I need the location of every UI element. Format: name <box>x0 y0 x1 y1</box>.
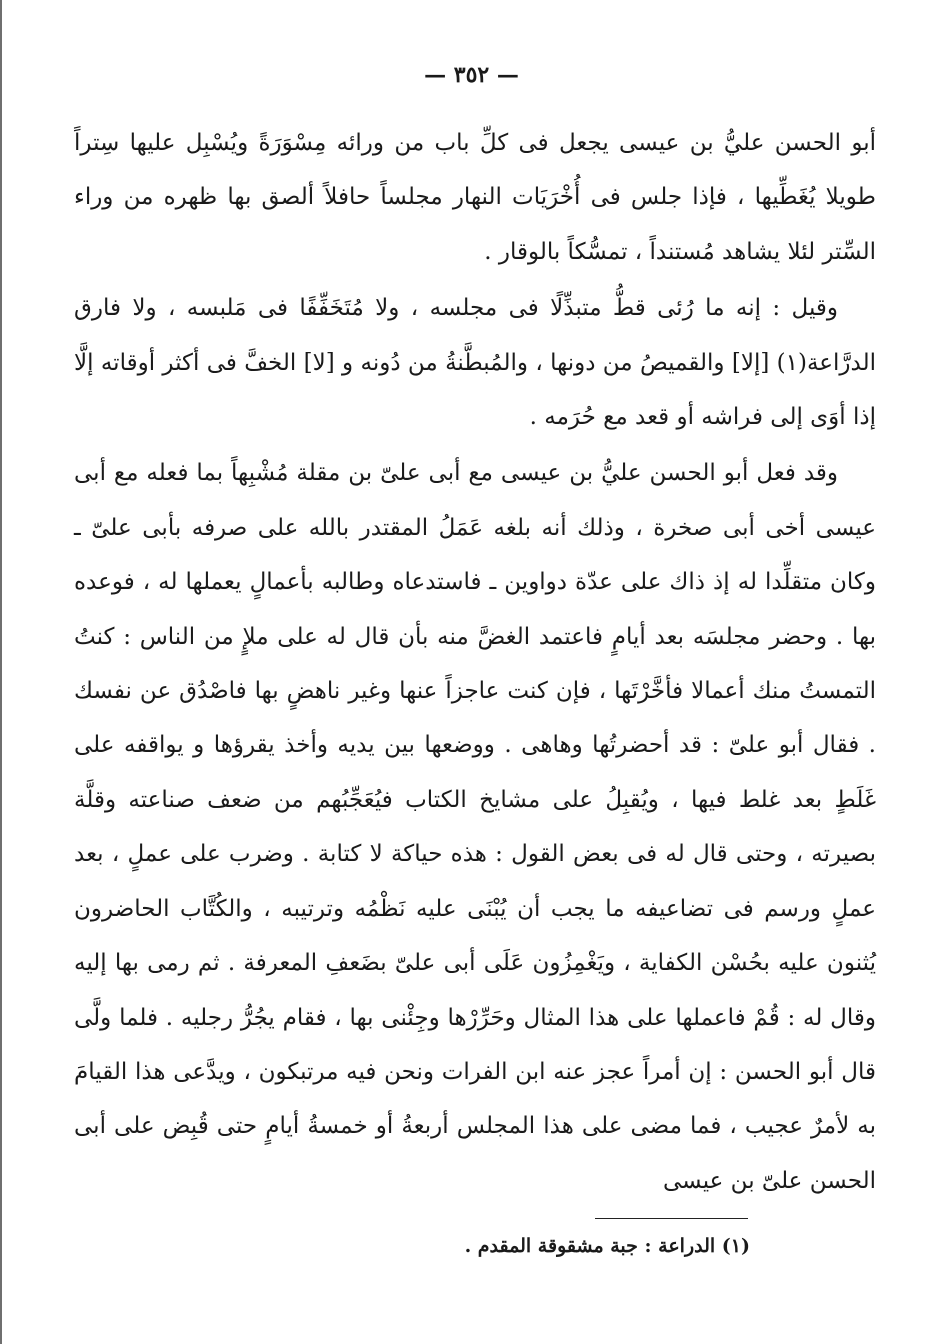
page-number: — ٣٥٢ — <box>424 62 519 88</box>
paragraph-3: وقد فعل أبو الحسن عليُّ بن عيسى مع أبى علىّ بن مقلة مُشْبِهاً بما فعله مع أبى عيسى أخى أبى صخرة ، وذلك أنه بلغه عَمَلُ المقتدر بالله على صرفه بأبى علىّ ـ وكان متقلِّدا له إذ ذاك على عدّة دواوين ـ فاستدعاه وطالبه بأعمالٍ يعملها له ، فوعده بها . وحضر مجلسَه بعد أيامٍ فاعتمد الغضَّ منه بأن قال له على ملإٍ من الناس : كنتُ التمستُ منك أعمالا فأخَّرْتَها ، فإن كنت عاجزاً عنها وغير ناهضٍ بها فاصْدُق عن نفسك . فقال أبو علىّ : قد أحضرتُها وهاهى . ووضعها بين يديه وأخذ يقرؤها و يواقفه على غَلَطٍ بعد غلط فيها ، ويُقبِلُ على مشايخ الكتاب فيُعَجِّبُهم من ضعف صناعته وقلَّة بصيرته ، وحتى قال له فى بعض القول : هذه حياكة لا كتابة . وضرب على عملٍ ، بعد عملٍ ورسم فى تضاعيفه ما يجب أن يُبْنَى عليه نَظْمُه وترتيبه ، والكُتَّاب الحاضرون يُثنون عليه بحُسْن الكفاية ، ويَغْمِزُون عَلَى أبى علىّ بضَعفِ المعرفة . ثم رمى بها إليه وقال له : قُمْ فاعملها على هذا المثال وحَرِّرْها وجِئْنى بها ، فقام يجُرُّ رجليه . فلما ولَّى قال أبو الحسن : إن أمراً عجز عنه ابن الفرات ونحن فيه مرتبكون ، ويدَّعى هذا القيامَ به لأمرٌ عجيب ، فما مضى على هذا المجلس أربعةُ أو خمسةُ أيامٍ حتى قُبِض على أبى الحسن علىّ بن عيسى <box>74 460 876 1194</box>
body-text <box>74 116 876 1208</box>
footnote-divider <box>595 1218 748 1219</box>
paragraph-2: وقيل : إنه ما رُئى قطُّ متبذِّلًا فى مجلسه ، ولا مُتَخَفِّفًا فى مَلبسه ، ولا فارق الدرَّاعة(١) [إلا] والقميصُ من دونها ، والمُبطَّنةُ من دُونه و [لا] الخفَّ فى أكثر أوقاته إلَّا إذا أوَى إلى فراشه أو قعد مع حُرَمه . <box>74 295 876 431</box>
scan-edge-shadow <box>0 0 2 1344</box>
paragraph-1: أبو الحسن عليُّ بن عيسى يجعل فى كلِّ باب من ورائه مِسْوَرَةً ويُسْبِل عليها سِتراً طويلا يُغَطِّيها ، فإذا جلس فى أُخْرَيَات النهار مجلساً حافلاً ألصق بها ظهره من وراء السِّتر لئلا يشاهد مُستنداً ، تمسُّكاً بالوقار . <box>74 130 876 265</box>
footnote: (١) الدراعة : جبة مشقوقة المقدم . <box>464 1235 750 1257</box>
